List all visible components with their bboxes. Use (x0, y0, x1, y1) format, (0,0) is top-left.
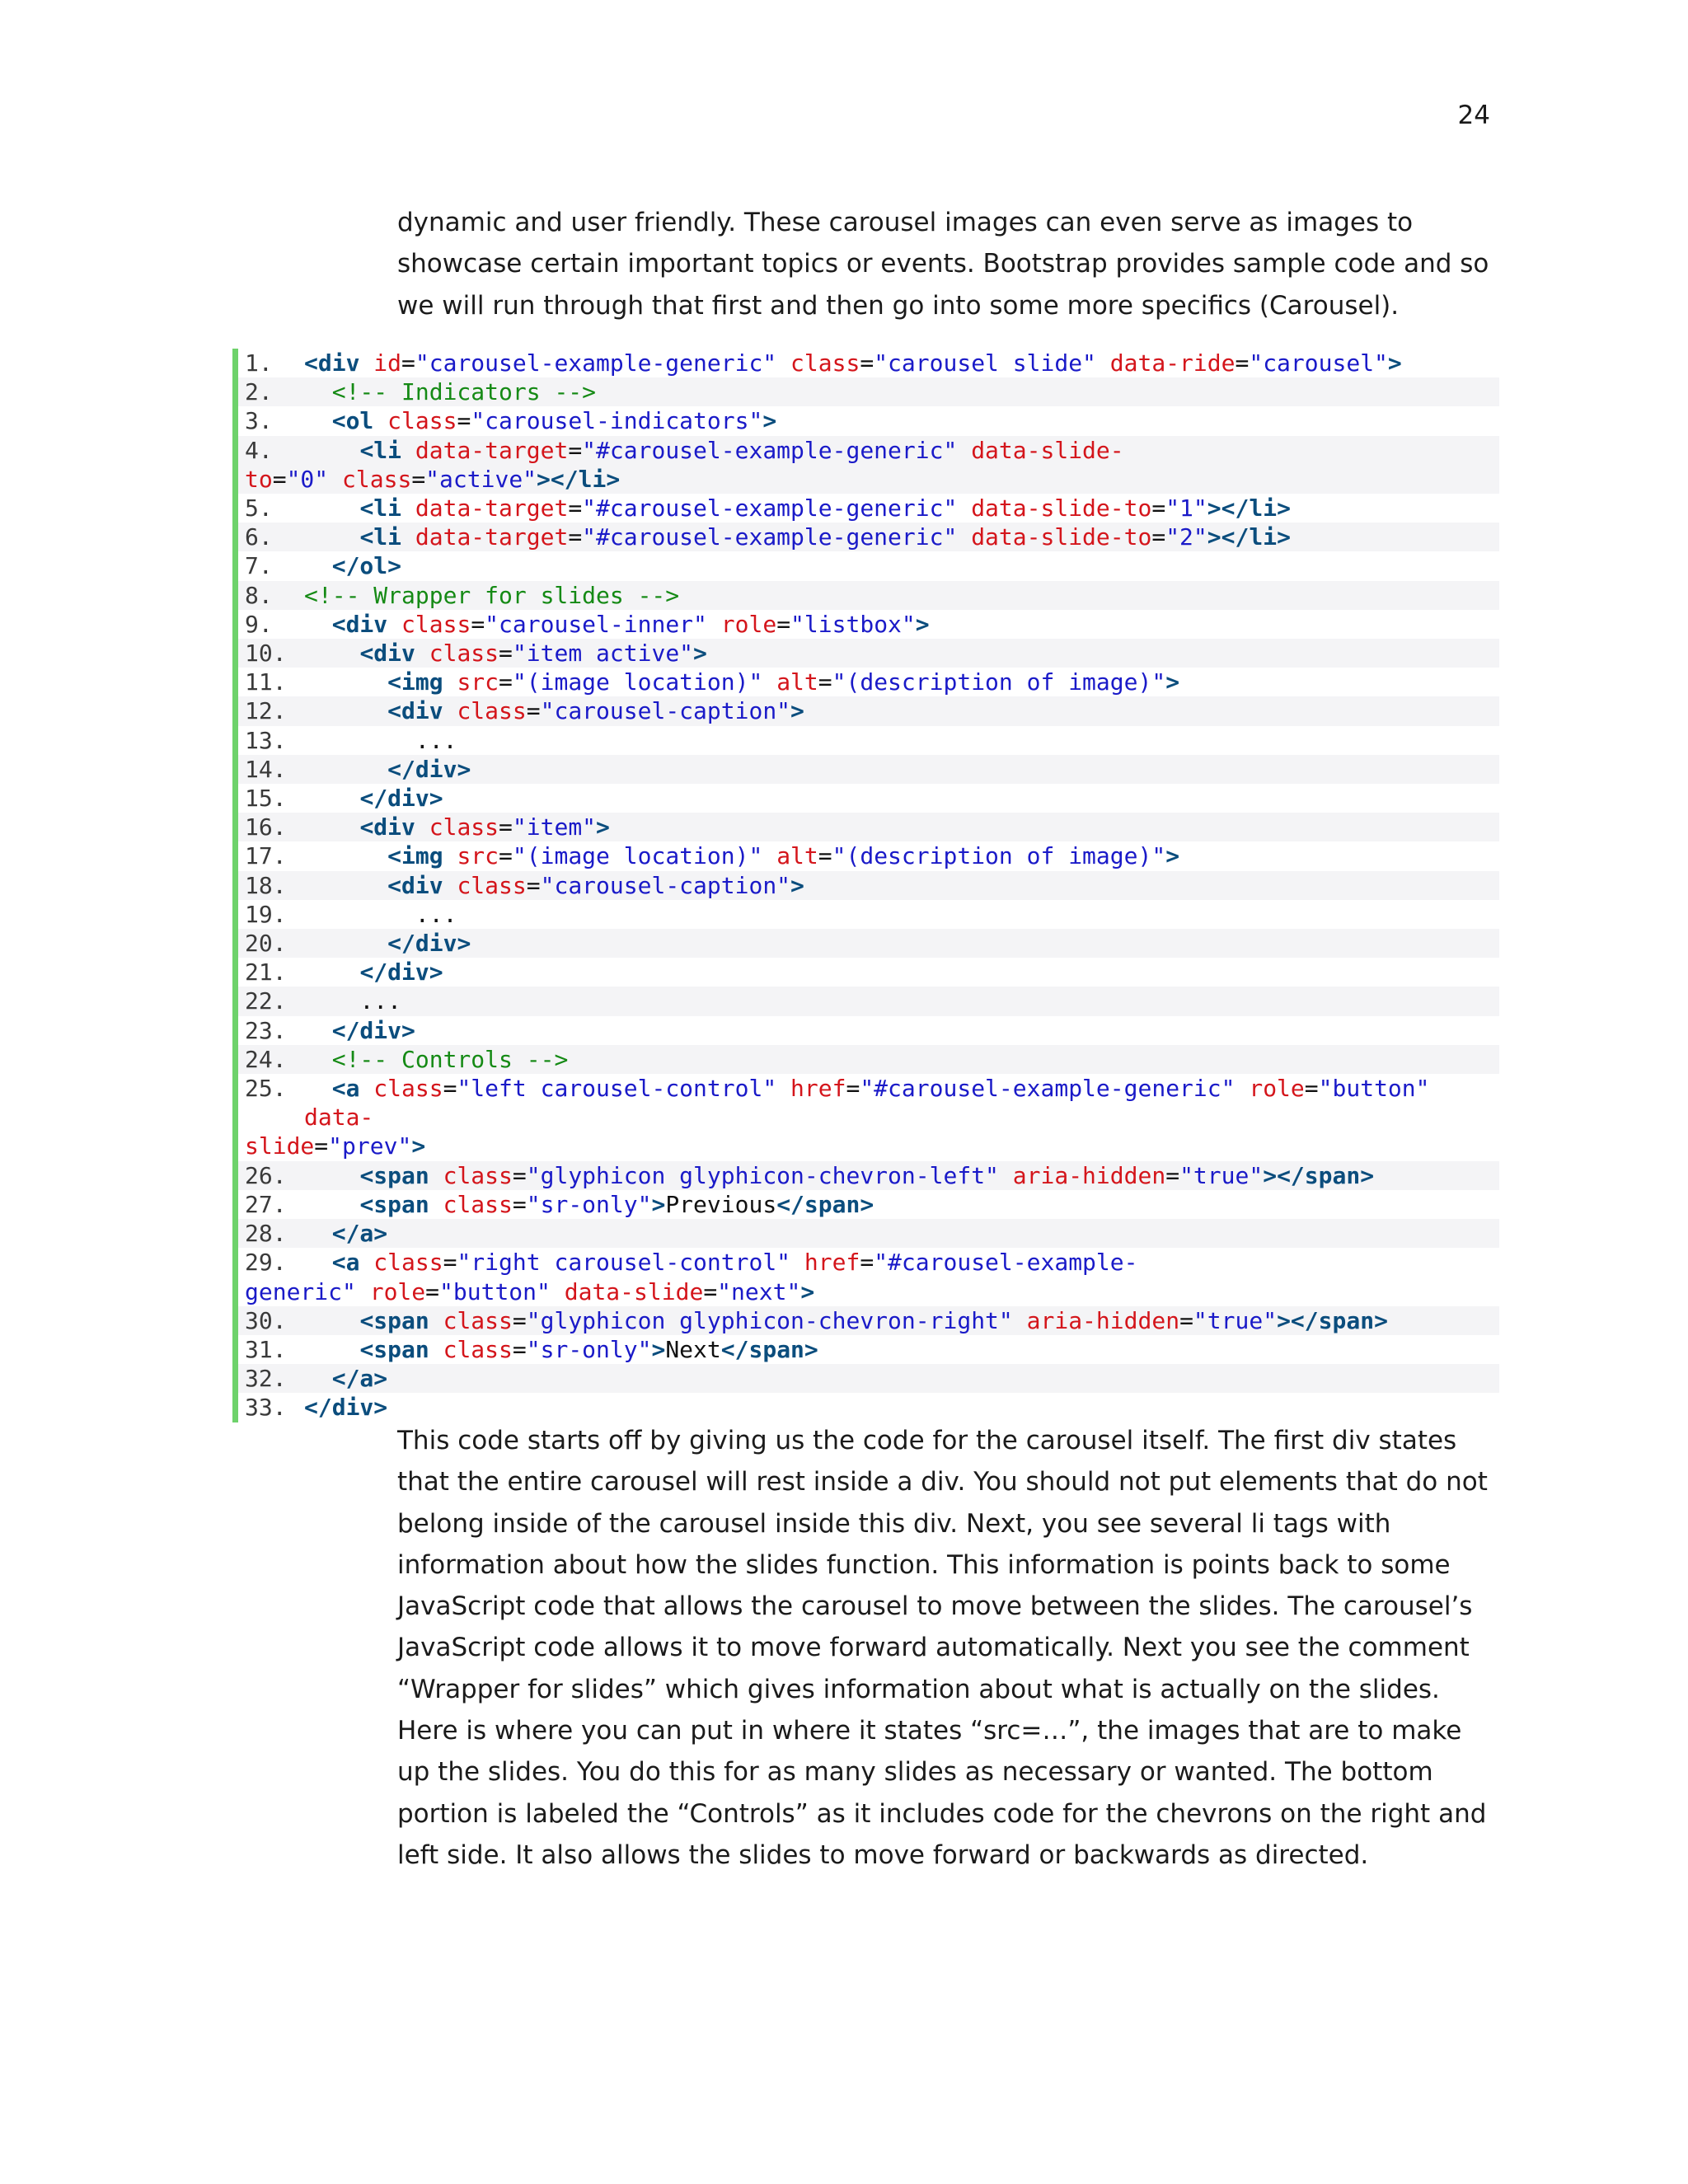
code-token: = (1165, 1161, 1180, 1189)
line-number: 11. (245, 668, 287, 696)
code-token: > (596, 813, 610, 841)
code-token: = (443, 1249, 457, 1277)
code-line (238, 1074, 1499, 1161)
code-token (304, 378, 332, 405)
code-line (238, 494, 1499, 523)
code-text (304, 958, 1499, 987)
line-number: 7. (245, 552, 273, 580)
code-line (238, 639, 1499, 668)
code-text (304, 696, 1499, 725)
code-token (304, 668, 387, 696)
code-token: = (499, 813, 513, 841)
code-token: "(image location)" (512, 842, 777, 870)
code-token: "(description of image)" (832, 668, 1166, 696)
code-token: = (860, 349, 874, 377)
code-token: = (512, 1161, 527, 1189)
intro-paragraph: dynamic and user friendly. These carousel images can even serve as images to showcase certain important topics or events. Bootstrap provides sample code and so we will run through that first and then go into some more specifics (Carousel). (397, 208, 1489, 321)
code-token: "sr-only" (526, 1190, 652, 1218)
code-token: <img (387, 842, 457, 870)
code-token: = (512, 1190, 527, 1218)
code-line (238, 696, 1499, 725)
code-token (304, 1307, 359, 1334)
code-token: = (568, 494, 583, 523)
code-token: > (915, 610, 930, 638)
code-token: "2" (1165, 523, 1207, 551)
code-token: href (790, 1075, 846, 1103)
explanation-paragraph: This code starts off by giving us the code for the carousel itself. The first div states that the entire carousel will rest inside a div. You should not put elements that do not belong inside of the carousel inside this div. Next, you see several li tags with information about how the slides function. This information is points back to some JavaScript code that allows the carousel to move between the slides. The carousel’s JavaScript code allows it to move forward automatically. Next you see the comment “Wrapper for slides” which gives information about what is actually on the slides. Here is where you can put in where it states “src=…”, the images that are to make up the slides. You do this for as many slides as necessary or wanted. The bottom portion is labeled the “Controls” as it includes code for the chevrons on the right and left side. It also allows the slides to move forward or backwards as directed. (397, 1426, 1488, 1870)
code-token: > (790, 697, 804, 725)
code-continuation (245, 465, 1499, 494)
code-token (304, 1365, 332, 1392)
code-token: class (457, 871, 527, 899)
code-token: = (1151, 494, 1166, 523)
code-token (304, 1220, 332, 1247)
code-token: class (401, 610, 471, 638)
line-number: 18. (245, 871, 287, 899)
code-text (304, 639, 1499, 668)
code-token: </div> (387, 755, 471, 783)
code-line (238, 610, 1499, 639)
code-token (304, 958, 359, 986)
code-token: </div> (359, 785, 443, 813)
code-token: Next (665, 1335, 721, 1363)
code-token: "(description of image)" (832, 842, 1166, 870)
line-number: 1. (245, 349, 273, 377)
code-token: <span (359, 1306, 443, 1334)
line-number: 2. (245, 378, 273, 406)
code-token: ... (304, 726, 457, 754)
line-number: 33. (245, 1394, 287, 1422)
code-token: <img (387, 668, 457, 696)
code-token: "carousel-indicators" (471, 407, 763, 435)
code-token: > (800, 1277, 815, 1305)
code-line (238, 581, 1499, 610)
code-token: "glyphicon glyphicon-chevron-left" (526, 1161, 1013, 1189)
code-token: "#carousel-example-generic" (860, 1075, 1250, 1103)
code-token: ></li> (537, 465, 621, 493)
code-token (304, 1162, 359, 1189)
code-token: = (860, 1249, 874, 1277)
code-token: "#carousel-example-generic" (582, 523, 972, 551)
code-token: data-target (415, 494, 569, 523)
code-text (304, 813, 1499, 841)
code-token: = (1304, 1075, 1319, 1103)
code-token: = (526, 697, 541, 725)
code-text (304, 1306, 1499, 1335)
code-token: class (429, 813, 499, 841)
code-token: = (499, 668, 513, 696)
code-token (304, 1336, 359, 1363)
code-token: > (651, 1335, 666, 1363)
code-token: class (342, 465, 412, 493)
code-token: = (401, 349, 415, 377)
code-token (304, 437, 359, 464)
code-token: > (790, 871, 804, 899)
line-number: 19. (245, 900, 287, 928)
code-text (304, 1016, 1499, 1045)
code-token: "true" (1193, 1306, 1278, 1334)
code-token: alt (776, 842, 818, 870)
line-number: 8. (245, 581, 273, 609)
code-token: Previous (665, 1190, 777, 1218)
code-token: "item" (512, 813, 597, 841)
code-token: = (1179, 1306, 1193, 1334)
code-token: <!-- Wrapper for slides --> (304, 581, 680, 609)
code-token: "0" (286, 465, 343, 493)
code-token: "#carousel-example-generic" (582, 494, 972, 523)
code-token: </div> (359, 958, 443, 987)
code-token: class (457, 697, 527, 725)
code-text (304, 726, 1499, 755)
code-token: "carousel-caption" (540, 871, 791, 899)
code-token: = (818, 668, 832, 696)
code-line (238, 1219, 1499, 1248)
code-line (238, 871, 1499, 900)
code-token: ></span> (1263, 1161, 1375, 1189)
code-token: class (373, 1249, 443, 1277)
code-token (304, 407, 332, 434)
code-token: class (443, 1161, 513, 1189)
code-text (304, 1364, 1499, 1393)
code-token: </div> (304, 1394, 388, 1422)
line-number: 21. (245, 958, 287, 987)
code-token: = (1235, 349, 1250, 377)
code-text (304, 987, 1499, 1015)
code-line (238, 726, 1499, 755)
code-token: data-target (415, 523, 569, 551)
code-token: ... (304, 900, 457, 928)
code-token: data-ride (1109, 349, 1236, 377)
code-token: class (443, 1335, 513, 1363)
code-token: = (314, 1132, 329, 1160)
code-token: aria-hidden (1026, 1306, 1180, 1334)
code-text (304, 406, 1499, 435)
code-token (304, 1075, 332, 1102)
line-number: 32. (245, 1365, 287, 1393)
code-token (304, 872, 387, 899)
code-token: "carousel-example-generic" (415, 349, 791, 377)
code-text (304, 377, 1499, 406)
code-token: = (411, 465, 426, 493)
code-token: class (373, 1075, 443, 1103)
line-number: 12. (245, 697, 287, 725)
code-text (304, 784, 1499, 813)
code-text (304, 755, 1499, 784)
code-text (304, 929, 1499, 958)
code-token: = (457, 407, 471, 435)
code-text (304, 871, 1499, 900)
code-token (304, 523, 359, 551)
code-token: </ol> (331, 552, 402, 580)
code-continuation (245, 1277, 1499, 1306)
code-token: = (846, 1075, 860, 1103)
code-token: <span (359, 1190, 443, 1218)
code-line (238, 929, 1499, 958)
code-token: = (443, 1075, 457, 1103)
code-token: = (499, 640, 513, 668)
code-continuation (245, 1132, 1499, 1160)
code-token: class (429, 640, 499, 668)
code-text (304, 610, 1499, 639)
code-line (238, 1364, 1499, 1393)
code-text (304, 668, 1499, 696)
line-number: 31. (245, 1335, 287, 1363)
line-number: 16. (245, 813, 287, 841)
code-token: > (693, 640, 707, 668)
code-token: = (499, 842, 513, 870)
code-token: slide (245, 1132, 315, 1160)
code-line (238, 1393, 1499, 1422)
code-token: data-slide- (971, 436, 1124, 464)
line-number: 3. (245, 407, 273, 435)
code-token: class (443, 1306, 513, 1334)
code-token: </a> (331, 1365, 388, 1393)
code-token: ></li> (1207, 494, 1291, 523)
line-number: 20. (245, 930, 287, 958)
code-token: > (1165, 668, 1180, 696)
code-token: = (776, 610, 791, 638)
line-number: 4. (245, 436, 273, 464)
code-token: aria-hidden (1012, 1161, 1166, 1189)
code-line (238, 406, 1499, 435)
code-token (304, 1046, 332, 1073)
line-number: 22. (245, 987, 287, 1015)
code-token: <a (331, 1075, 374, 1103)
code-token: data-slide-to (971, 494, 1152, 523)
code-line (238, 987, 1499, 1015)
code-token: </span> (776, 1190, 874, 1218)
code-token: "left carousel-control" (457, 1075, 791, 1103)
code-token: <div (304, 349, 374, 377)
code-token: "button" (439, 1277, 565, 1305)
code-token: </div> (387, 930, 471, 958)
code-token: <li (359, 494, 415, 523)
code-token (304, 1191, 359, 1218)
code-token: ></li> (1207, 523, 1291, 551)
code-token: </a> (331, 1220, 388, 1248)
code-line (238, 377, 1499, 406)
code-token: = (703, 1277, 718, 1305)
code-token: to (245, 465, 273, 493)
code-token (304, 930, 387, 957)
code-token: src (457, 842, 499, 870)
code-line (238, 1161, 1499, 1190)
code-token (304, 842, 387, 869)
code-token: "true" (1179, 1161, 1264, 1189)
code-token: "(image location)" (512, 668, 777, 696)
code-line (238, 1190, 1499, 1219)
code-token: data-target (415, 436, 569, 464)
code-token: = (526, 871, 541, 899)
line-number: 26. (245, 1161, 287, 1189)
code-token: class (387, 407, 457, 435)
code-line (238, 755, 1499, 784)
code-text (304, 900, 1499, 929)
code-token: = (818, 842, 832, 870)
code-text (304, 1190, 1499, 1219)
code-token: <div (387, 871, 457, 899)
line-number: 13. (245, 726, 287, 754)
code-token: "#carousel-example- (874, 1249, 1138, 1277)
code-line (238, 784, 1499, 813)
code-listing (232, 349, 1499, 1422)
line-number: 15. (245, 785, 287, 813)
code-token: > (762, 407, 777, 435)
code-token: ></span> (1277, 1306, 1388, 1334)
code-token: "glyphicon glyphicon-chevron-right" (526, 1306, 1027, 1334)
code-token: "#carousel-example-generic" (582, 436, 972, 464)
code-token: </span> (720, 1335, 818, 1363)
code-line (238, 436, 1499, 494)
code-token: "carousel-caption" (540, 697, 791, 725)
code-line (238, 349, 1499, 377)
code-token (304, 756, 387, 783)
code-text (304, 1161, 1499, 1190)
code-token: alt (776, 668, 818, 696)
code-token: <span (359, 1335, 443, 1363)
code-token (304, 640, 359, 667)
code-token: "carousel" (1249, 349, 1388, 377)
code-token: "active" (425, 465, 537, 493)
code-token: > (411, 1132, 426, 1160)
code-token (304, 552, 332, 579)
code-token: <div (359, 813, 429, 841)
code-token: = (471, 610, 485, 638)
line-number: 27. (245, 1190, 287, 1218)
code-token: class (790, 349, 860, 377)
code-token: <a (331, 1249, 374, 1277)
code-text (304, 349, 1499, 377)
code-token (304, 813, 359, 841)
code-token: = (568, 523, 583, 551)
code-token: = (425, 1277, 440, 1305)
code-token: > (1165, 842, 1180, 870)
code-token: <!-- Controls --> (331, 1045, 569, 1073)
code-token: generic" (245, 1277, 370, 1305)
code-token: > (651, 1190, 666, 1218)
code-line (238, 523, 1499, 551)
code-token: <li (359, 436, 415, 464)
code-token: <div (331, 610, 402, 638)
code-token: data- (304, 1104, 374, 1132)
code-token: id (373, 349, 402, 377)
code-token: = (512, 1306, 527, 1334)
code-token: > (1387, 349, 1402, 377)
line-number: 9. (245, 610, 273, 638)
code-token: <ol (331, 407, 388, 435)
code-token: <div (387, 697, 457, 725)
code-text (304, 1045, 1499, 1074)
code-token: = (272, 465, 287, 493)
code-token: <li (359, 523, 415, 551)
code-token: = (1151, 523, 1166, 551)
line-number: 29. (245, 1249, 287, 1277)
code-line (238, 900, 1499, 929)
code-token: "1" (1165, 494, 1207, 523)
line-number: 28. (245, 1220, 287, 1248)
code-text (304, 1393, 1499, 1422)
code-token: "carousel-inner" (485, 610, 721, 638)
code-line (238, 668, 1499, 696)
code-token: "next" (717, 1277, 801, 1305)
code-line (238, 551, 1499, 580)
code-token: "right carousel-control" (457, 1249, 804, 1277)
code-text (304, 1335, 1499, 1364)
code-line (238, 841, 1499, 870)
code-token: = (568, 436, 583, 464)
code-token: <span (359, 1161, 443, 1189)
code-token (304, 1017, 332, 1044)
line-number: 23. (245, 1016, 287, 1044)
code-text (245, 436, 1499, 494)
code-token: role (1249, 1075, 1305, 1103)
code-token: "prev" (328, 1132, 412, 1160)
code-token: "listbox" (790, 610, 916, 638)
code-token: "item active" (512, 640, 694, 668)
code-token: <div (359, 640, 429, 668)
code-token (304, 1249, 332, 1276)
code-text (304, 1219, 1499, 1248)
code-token: = (512, 1335, 527, 1363)
code-token: </div> (331, 1016, 415, 1044)
code-token (304, 494, 359, 522)
code-token: "button" (1318, 1075, 1444, 1103)
code-token: role (720, 610, 777, 638)
line-number: 5. (245, 494, 273, 523)
code-token (304, 697, 387, 724)
code-line (238, 1335, 1499, 1364)
code-text (304, 523, 1499, 551)
line-number: 30. (245, 1306, 287, 1334)
line-number: 24. (245, 1045, 287, 1073)
code-token: href (804, 1249, 860, 1277)
code-token: role (369, 1277, 426, 1305)
code-token: "carousel slide" (874, 349, 1110, 377)
code-token: "sr-only" (526, 1335, 652, 1363)
code-token: src (457, 668, 499, 696)
page-number: 24 (1457, 101, 1490, 130)
code-token: <!-- Indicators --> (331, 378, 597, 406)
code-token: class (443, 1190, 513, 1218)
line-number: 14. (245, 755, 287, 783)
code-token (304, 785, 359, 812)
line-number: 10. (245, 640, 287, 668)
code-line (238, 1016, 1499, 1045)
code-line (238, 1045, 1499, 1074)
code-text (304, 841, 1499, 870)
code-token: ... (304, 987, 402, 1015)
code-token (304, 611, 332, 638)
code-line (238, 1248, 1499, 1305)
code-text (304, 581, 1499, 610)
code-line (238, 1306, 1499, 1335)
code-line (238, 813, 1499, 841)
line-number: 25. (245, 1075, 287, 1103)
code-token: data-slide-to (971, 523, 1152, 551)
code-text (304, 551, 1499, 580)
code-text (304, 494, 1499, 523)
line-number: 6. (245, 523, 273, 551)
code-token: data-slide (564, 1277, 704, 1305)
code-line (238, 958, 1499, 987)
line-number: 17. (245, 842, 287, 870)
